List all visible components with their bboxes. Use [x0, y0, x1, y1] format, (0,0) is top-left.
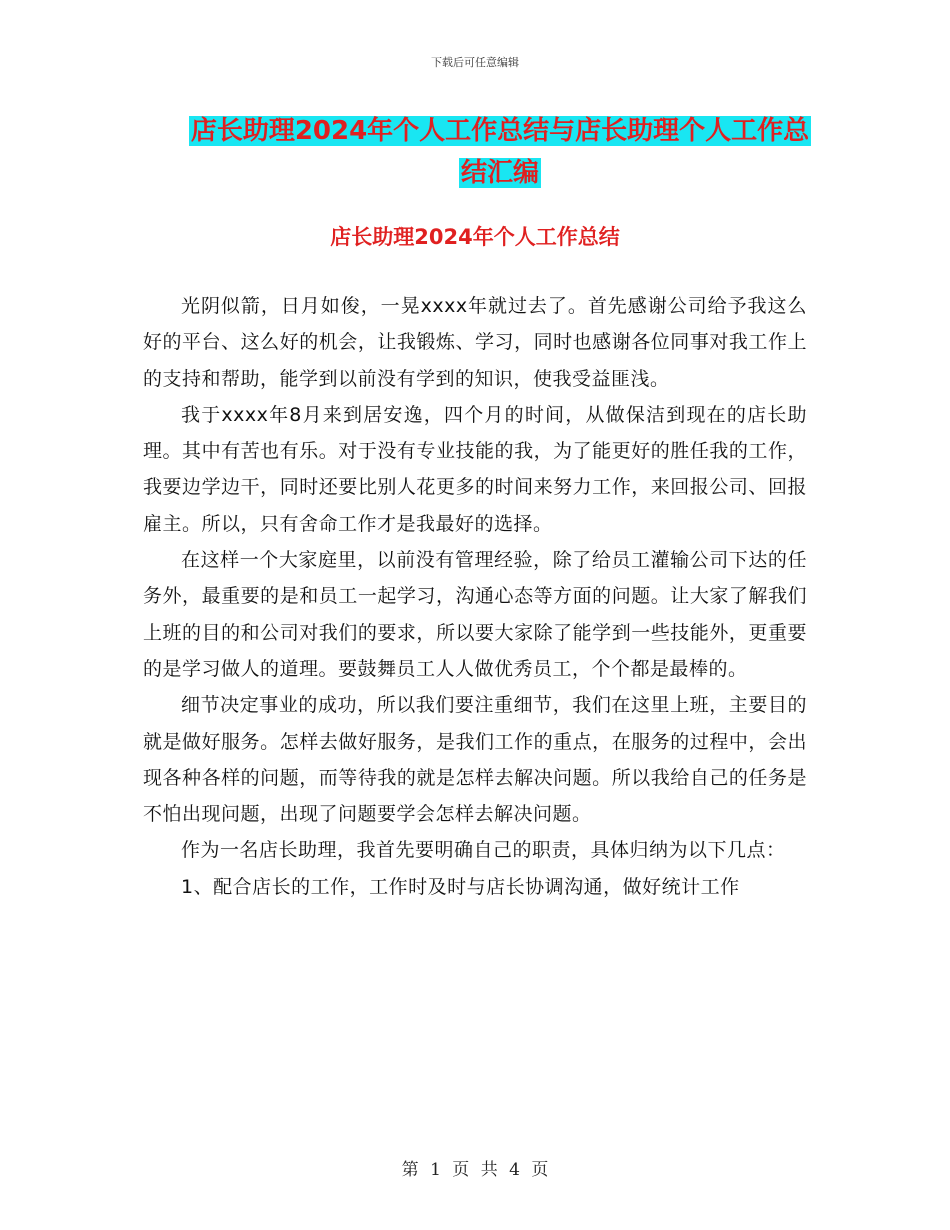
document-title-line-1: 店长助理2024年个人工作总结与店长助理个人工作总: [190, 116, 810, 146]
paragraph: 作为一名店长助理，我首先要明确自己的职责，具体归纳为以下几点：: [181, 839, 786, 862]
paragraph: 在这样一个大家庭里，以前没有管理经验，除了给员工灌输公司下达的任务外，最重要的是和员工一起学习，沟通心态等方面的问题。让大家了解我们上班的目的和公司对我们的要求，所以要大家除了能学到一些技能外，更重要的是学习做人的道理。要鼓舞员工人人做优秀员工，个个都是最棒的。: [143, 549, 807, 680]
page-footer: 第 1 页 共 4 页: [401, 1160, 549, 1180]
paragraph: 1、配合店长的工作，工作时及时与店长协调沟通，做好统计工作: [181, 875, 740, 898]
paragraph: 细节决定事业的成功，所以我们要注重细节，我们在这里上班，主要目的就是做好服务。怎样去做好服务，是我们工作的重点，在服务的过程中，会出现各种各样的问题，而等待我的就是怎样去解决问题。所以我给自己的任务是不怕出现问题，出现了问题要学会怎样去解决问题。: [143, 694, 807, 826]
paragraph: 我于xxxx年8月来到居安逸，四个月的时间，从做保洁到现在的店长助理。其中有苦也有乐。对于没有专业技能的我，为了能更好的胜任我的工作，我要边学边干，同时还要比别人花更多的时间来努力工作，来回报公司、回报雇主。所以，只有舍命工作才是我最好的选择。: [143, 403, 807, 535]
paragraph: 光阴似箭，日月如俊，一晃xxxx年就过去了。首先感谢公司给予我这么好的平台、这么好的机会，让我锻炼、学习，同时也感谢各位同事对我工作上的支持和帮助，能学到以前没有学到的知识，使我受益匪浅。: [143, 295, 807, 390]
body-text: [143, 288, 807, 905]
header-note: 下载后可任意编辑: [431, 56, 519, 69]
document-title-line-2: 结汇编: [460, 158, 539, 188]
document-title: [120, 110, 880, 194]
section-title: 店长助理2024年个人工作总结: [330, 225, 620, 249]
